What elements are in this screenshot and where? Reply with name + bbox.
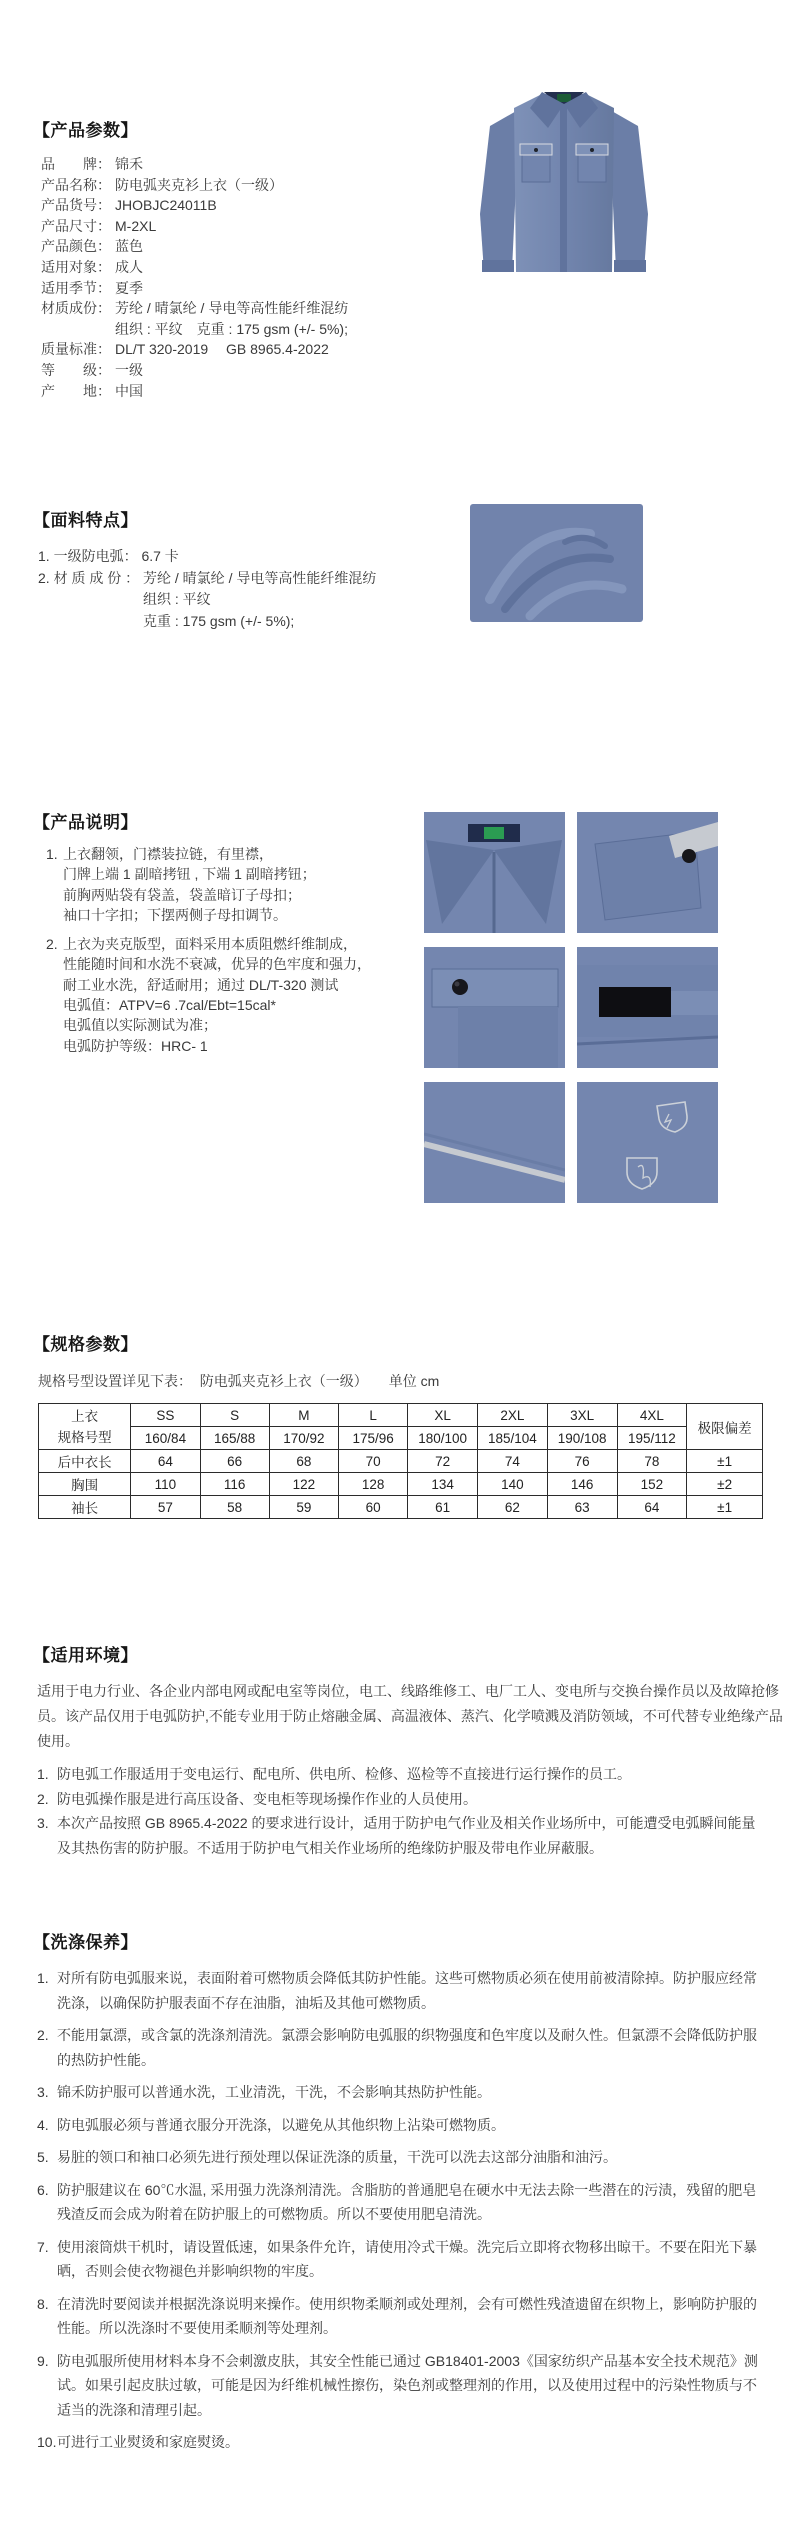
spec-header-row-sizes: 上衣 规格号型 SS S M L XL 2XL 3XL 4XL 极限偏差 (39, 1404, 763, 1427)
param-row-size: 产品尺寸： M-2XL (41, 217, 157, 234)
param-row-brand: 品 牌： 锦禾 (41, 156, 143, 172)
param-row-item-no: 产品货号： JHOBJC24011B (41, 197, 217, 214)
param-row-origin: 产 地： 中国 (41, 382, 143, 399)
environment-item-3: 3. 本次产品按照 GB 8965.4-2022 的要求进行设计，适用于防护电气作业及相关作业场所中，可能遭受电弧瞬间能量及其热伤害的防护服。不适用于防护电气相关作业场所的绝缘防护服及带电作业屏蔽服。 (37, 1815, 756, 1856)
fabric-feature-weave: 组织 : 平纹 (143, 591, 211, 607)
detail-photo-chest-pocket (577, 812, 718, 933)
desc-2-line-1: 上衣为夹克版型，面料采用本质阻燃纤维制成， (63, 936, 357, 953)
param-row-material: 材质成份： 芳纶 / 晴氯纶 / 导电等高性能纤维混纺 (41, 300, 349, 317)
washing-item-5: 5. 易脏的领口和袖口必须先进行预处理以保证洗涤的质量，干洗可以洗去这部分油脂和油污。 (37, 2149, 617, 2165)
section-fabric-features (33, 506, 453, 632)
fabric-feature-weight: 克重 : 175 gsm (+/- 5%); (143, 612, 295, 629)
param-row-standard: 质量标准： DL/T 320-2019 GB 8965.4-2022 (41, 341, 329, 358)
detail-photo-collar (424, 812, 565, 933)
washing-item-8: 8. 在清洗时要阅读并根据洗涤说明来操作。使用织物柔顺剂或处理剂，会有可燃性残渣遗留在织物上，影响防护服的性能。所以洗涤时不要使用柔顺剂等处理剂。 (37, 2295, 757, 2336)
section-product-params (33, 116, 433, 401)
fabric-feature-list (33, 546, 453, 632)
environment-paragraph: 适用于电力行业、各企业内部电网或配电室等岗位，电工、线路维修工、电厂工人、变电所与交换台操作员以及故障抢修员。该产品仅用于电弧防护,不能专业用于防止熔融金属、高温液体、蒸汽、化学喷溅及消防领域，不可代替专业绝缘产品使用。 (37, 1683, 783, 1749)
washing-item-4: 4. 防电弧服必须与普通衣服分开洗涤，以避免从其他织物上沾染可燃物质。 (37, 2116, 505, 2133)
detail-photo-pocket-flap (424, 947, 565, 1068)
desc-1-line-1: 上衣翻领，门襟装拉链，有里襟， (63, 846, 273, 862)
detail-photo-cuff-velcro (577, 947, 718, 1068)
washing-item-9: 9. 防电弧服所使用材料本身不会刺激皮肤，其安全性能已通过 GB18401-2003《国家纺织产品基本安全技术规范》测试。如果引起皮肤过敏，可能是因为纤维机械性擦伤，染色剂或整理剂的作用，以及使用过程中的污染性物质与不适当的洗涤和清理引起。 (37, 2352, 758, 2418)
fabric-swirl-illustration (470, 504, 643, 622)
spec-tolerance-header: 极限偏差 (687, 1404, 763, 1450)
section-title-product-desc: 【产品说明】 (33, 813, 138, 832)
washing-item-10: 10. 可进行工业熨烫和家庭熨烫。 (37, 2434, 239, 2450)
spec-row-back-length: 后中衣长 64 66 68 70 72 74 76 78 ±1 (39, 1450, 763, 1473)
desc-2-line-3: 耐工业水洗，舒适耐用；通过 DL/T-320 测试 (63, 976, 339, 993)
jacket-illustration (456, 64, 672, 286)
desc-1-line-2: 门牌上端 1 副暗拷钮 , 下端 1 副暗拷钮； (63, 866, 316, 883)
detail-photo-grid (424, 812, 718, 1203)
washing-item-2: 2. 不能用氯漂，或含氯的洗涤剂清洗。氯漂会影响防电弧服的织物强度和色牢度以及耐久性。但氯漂不会降低防护服的热防护性能。 (37, 2027, 757, 2068)
section-title-washing: 【洗涤保养】 (33, 1933, 138, 1952)
environment-items (33, 1762, 790, 1860)
washing-item-6: 6. 防护服建议在 60℃水温, 采用强力洗涤剂清洗。含脂肪的普通肥皂在硬水中无法去除一些潜在的污渍，残留的肥皂残渣反而会成为附着在防护服上的可燃物质。所以不要使用肥皂清洗。 (37, 2181, 757, 2222)
spec-intro: 规格号型设置详见下表： 防电弧夹克衫上衣（一级） 单位 cm (38, 1373, 440, 1389)
fabric-feature-arc-rating: 1. 一级防电弧： 6.7 卡 (38, 548, 179, 564)
desc-1-line-3: 前胸两贴袋有袋盖，袋盖暗订子母扣； (63, 886, 301, 903)
section-title-fabric-features: 【面料特点】 (33, 511, 138, 530)
fabric-feature-material: 2. 材 质 成 份 ： 芳纶 / 晴氯纶 / 导电等高性能纤维混纺 (38, 569, 377, 586)
desc-2-line-6: 电弧防护等级：HRC- 1 (63, 1037, 208, 1054)
spec-table (38, 1403, 763, 1519)
spec-header-row-specs: 160/84 165/88 170/92 175/96 180/100 185/104 190/108 195/112 (39, 1427, 763, 1450)
section-washing (33, 1928, 790, 2463)
product-photo-jacket (456, 64, 672, 286)
param-list (33, 154, 433, 401)
param-row-season: 适用季节： 夏季 (41, 279, 143, 296)
desc-2-line-5: 电弧值以实际测试为准； (63, 1017, 217, 1034)
section-title-environment: 【适用环境】 (33, 1646, 138, 1665)
param-row-color: 产品颜色： 蓝色 (41, 238, 143, 255)
spec-row-chest: 胸围 110 116 122 128 134 140 146 152 ±2 (39, 1473, 763, 1496)
param-row-grade: 等 级： 一级 (41, 361, 143, 378)
param-row-product-name: 产品名称： 防电弧夹克衫上衣（一级） (41, 176, 283, 193)
section-environment (33, 1641, 790, 1860)
desc-2-line-4: 电弧值：ATPV=6 .7cal/Ebt=15cal* (63, 997, 276, 1014)
environment-item-2: 2. 防电弧操作服是进行高压设备、变电柜等现场操作作业的人员使用。 (37, 1790, 477, 1807)
section-title-spec: 【规格参数】 (33, 1335, 138, 1354)
desc-item-1: 1. 上衣翻领，门襟装拉链，有里襟， 门牌上端 1 副暗拷钮 , 下端 1 副暗拷钮； 前胸两贴袋有袋盖，袋盖暗订子母扣； 袖口十字扣；下摆两侧子母扣调节。 (33, 844, 423, 925)
desc-2-line-2: 性能随时间和水洗不衰减，优异的色牢度和强力， (63, 956, 371, 973)
desc-1-line-4: 袖口十字扣；下摆两侧子母扣调节。 (63, 906, 287, 923)
detail-photo-piping-seam (424, 1082, 565, 1203)
section-product-desc (33, 808, 423, 1056)
section-spec (33, 1330, 763, 1519)
washing-item-3: 3. 锦禾防护服可以普通水洗，工业清洗，干洗，不会影响其热防护性能。 (37, 2084, 491, 2100)
spec-corner-cell: 上衣 规格号型 (39, 1404, 131, 1450)
spec-row-sleeve: 袖长 57 58 59 60 61 62 63 64 ±1 (39, 1496, 763, 1519)
detail-photo-shield-prints (577, 1082, 718, 1203)
desc-item-2: 2. 上衣为夹克版型，面料采用本质阻燃纤维制成， 性能随时间和水洗不衰减，优异的色牢度和强力， 耐工业水洗，舒适耐用；通过 DL/T-320 测试 电弧值：ATPV=6 .7cal/Ebt=15cal* 电弧值以实际测试为准； 电弧防护等级：HRC- 1 (33, 934, 423, 1056)
environment-item-1: 1. 防电弧工作服适用于变电运行、配电所、供电所、检修、巡检等不直接进行运行操作的员工。 (37, 1766, 631, 1782)
param-row-material-cont: 组织 : 平纹 克重 : 175 gsm (+/- 5%); (115, 320, 348, 337)
param-row-target-user: 适用对象： 成人 (41, 258, 143, 275)
section-title-product-params: 【产品参数】 (33, 121, 138, 140)
fabric-photo (470, 504, 643, 622)
washing-item-7: 7. 使用滚筒烘干机时，请设置低速，如果条件允许，请使用冷式干燥。洗完后立即将衣物移出晾干。不要在阳光下暴晒，否则会使衣物褪色并影响织物的牢度。 (37, 2238, 757, 2279)
washing-items (33, 1966, 790, 2455)
washing-item-1: 1. 对所有防电弧服来说，表面附着可燃物质会降低其防护性能。这些可燃物质必须在使用前被清除掉。防护服应经常洗涤，以确保防护服表面不存在油脂，油垢及其他可燃物质。 (37, 1970, 757, 2011)
